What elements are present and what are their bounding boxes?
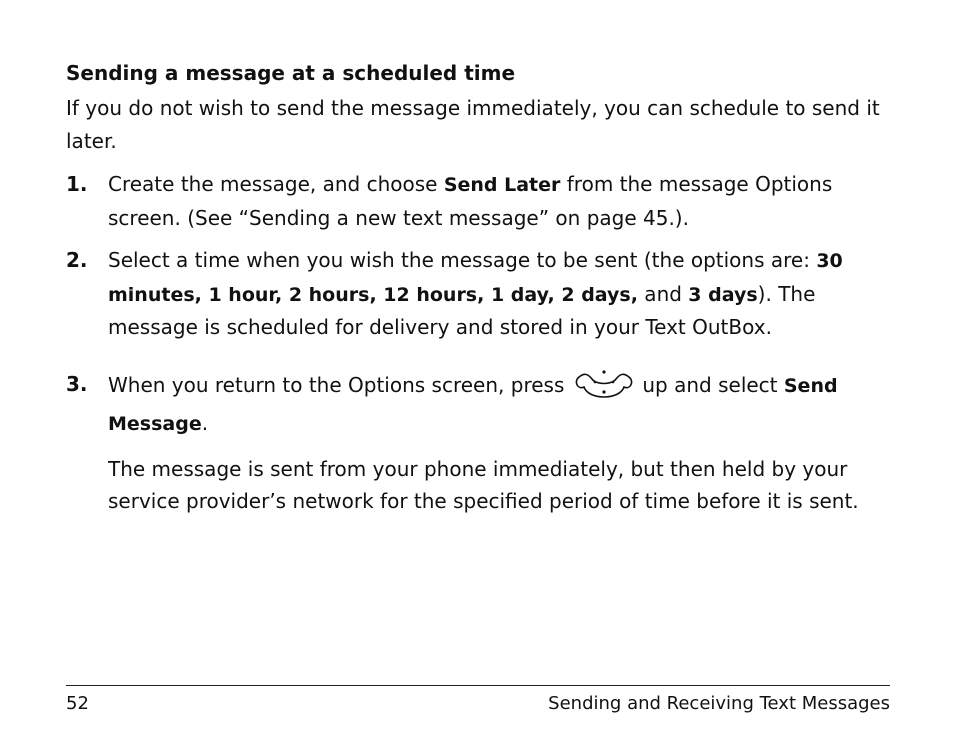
step-text: ). The message is scheduled for delivery and stored in your Text OutBox.: [108, 281, 816, 339]
page-content: [66, 58, 890, 518]
step-number: 1.: [66, 172, 88, 196]
step-text: Create the message, and choose: [108, 172, 444, 196]
intro-paragraph: If you do not wish to send the message immediately, you can schedule to send it later.: [66, 96, 880, 153]
step-3: [66, 368, 890, 441]
page-number: 52: [66, 693, 89, 714]
step-3-followup: The message is sent from your phone immediately, but then held by your service provider’s network for the specified period of time before it is sent.: [108, 456, 859, 513]
step-2: [66, 244, 890, 344]
section-heading: Sending a message at a scheduled time: [66, 61, 516, 85]
navigation-key-icon: [574, 368, 634, 408]
step-emphasis: Send Later: [443, 174, 561, 196]
step-emphasis: Send Message: [108, 374, 838, 435]
step-text: from the message Options screen. (See “Sending a new text message” on page 45.).: [108, 172, 833, 230]
step-text: and: [637, 281, 689, 306]
step-text: When you return to the Options screen, press: [108, 372, 565, 397]
chapter-title: Sending and Receiving Text Messages: [548, 693, 890, 714]
step-number: 3.: [66, 371, 88, 396]
step-number: 2.: [66, 248, 88, 272]
step-text: up and select: [642, 372, 784, 397]
footer-divider: [66, 685, 890, 686]
step-text: .: [201, 411, 209, 435]
step-1: [66, 168, 890, 234]
step-emphasis: 3 days: [688, 283, 758, 306]
step-emphasis: 30 minutes, 1 hour, 2 hours, 12 hours, 1 day, 2 days,: [108, 250, 843, 306]
step-text: Select a time when you wish the message to be sent (the options are:: [108, 248, 817, 272]
